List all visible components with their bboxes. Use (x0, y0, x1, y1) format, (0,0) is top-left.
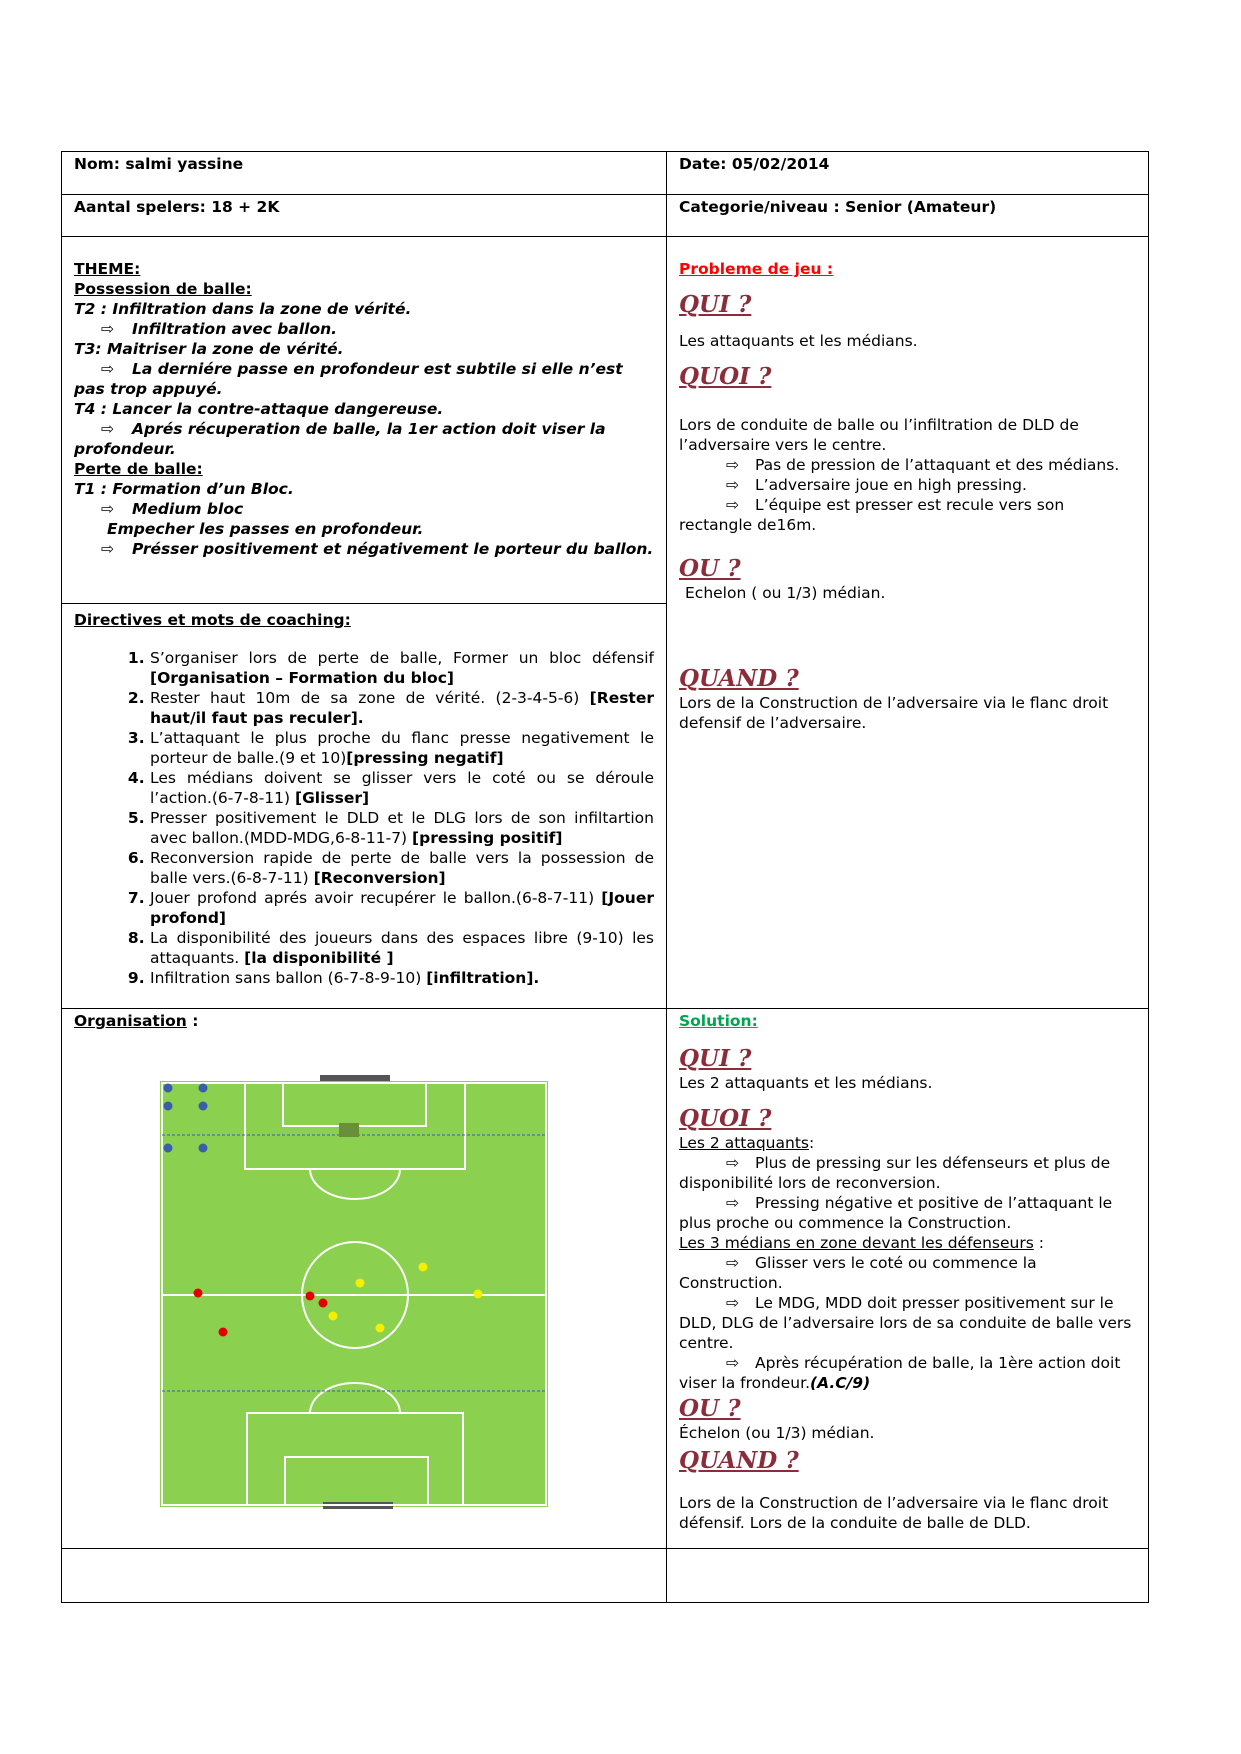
probleme-ou-text: Echelon ( ou 1/3) médian. (685, 584, 886, 602)
categorie-label: Categorie/niveau : (679, 198, 840, 216)
directive-text: S’organiser lors de perte de balle, Former un bloc défensif (150, 649, 654, 667)
directive-tag: [Glisser] (294, 789, 370, 807)
theme-t2-sub: Infiltration avec ballon. (132, 320, 338, 338)
top-goal (320, 1075, 390, 1081)
directive-item (150, 768, 654, 808)
arrow-icon: ⇨ (101, 500, 114, 518)
date-label: Date: (679, 155, 727, 173)
directive-text: Presser positivement le DLD et le DLG lors de son infiltartion avec ballon.(MDD-MDG,6-8-11-7) (150, 809, 654, 847)
directive-item (150, 968, 654, 988)
arrow-icon: ⇨ (726, 476, 739, 494)
directive-text: Infiltration sans ballon (6-7-8-9-10) (150, 969, 427, 987)
theme-title: THEME: (74, 260, 141, 278)
theme-t1-sub2: Empecher les passes en profondeur. (107, 520, 424, 538)
directive-text: La disponibilité des joueurs dans des espaces libre (9-10) les attaquants. (150, 929, 654, 967)
arrow-icon: ⇨ (726, 1354, 739, 1372)
theme-t3: T3: Maitriser la zone de vérité. (74, 340, 344, 358)
directive-item (150, 928, 654, 968)
probleme-cell (667, 237, 1149, 1009)
directives-cell (62, 604, 667, 1009)
football-pitch-diagram (160, 1075, 550, 1512)
solution-title: Solution: (679, 1012, 758, 1030)
solution-att-b1: Plus de pressing sur les défenseurs et plus de disponibilité lors de reconversion. (679, 1154, 1111, 1192)
organisation-label: Organisation (74, 1012, 187, 1030)
probleme-quoi-b3: L’équipe est presser est recule vers son rectangle de16m. (679, 496, 1065, 534)
directive-text: Les médians doivent se glisser vers le coté ou se déroule l’action.(6-7-8-11) (150, 769, 654, 807)
directive-item (150, 728, 654, 768)
theme-t1-sub1: Medium bloc (132, 500, 244, 518)
solution-att-colon: : (808, 1134, 815, 1152)
solution-quoi-heading: QUOI ? (679, 1105, 772, 1132)
directive-tag: [Reconversion] (313, 869, 446, 887)
nom-cell (62, 152, 667, 195)
probleme-quand-heading: QUAND ? (679, 665, 799, 692)
theme-t3-sub: La derniére passe en profondeur est subtile si elle n’est pas trop appuyé. (74, 360, 623, 398)
perte-title: Perte de balle: (74, 460, 203, 478)
solution-quand-heading: QUAND ? (679, 1447, 799, 1474)
arrow-icon: ⇨ (726, 1294, 739, 1312)
solution-ou-heading: OU ? (679, 1395, 741, 1422)
directive-item (150, 688, 654, 728)
empty-cell-right (667, 1549, 1149, 1603)
nom-label: Nom: (74, 155, 120, 173)
arrow-icon: ⇨ (101, 540, 114, 558)
solution-med-b1: Glisser vers le coté ou commence la Construction. (679, 1254, 1037, 1292)
spelers-label: Aantal spelers: (74, 198, 206, 216)
solution-med-b3-tag: (A.C/9) (810, 1374, 871, 1392)
directive-tag: [Rester haut/il faut pas reculer]. (150, 689, 654, 727)
theme-t1-sub3: Présser positivement et négativement le porteur du ballon. (132, 540, 654, 558)
probleme-quoi-text: Lors de conduite de balle ou l’infiltration de DLD de l’adversaire vers le centre. (679, 416, 1079, 454)
probleme-quoi-heading: QUOI ? (679, 363, 772, 390)
empty-cell-left (62, 1549, 667, 1603)
solution-qui-heading: QUI ? (679, 1045, 752, 1072)
probleme-quand-text: Lors de la Construction de l’adversaire via le flanc droit defensif de l’adversaire. (679, 694, 1109, 732)
categorie-cell (667, 195, 1149, 237)
arrow-icon: ⇨ (726, 496, 739, 514)
solution-quand-text: Lors de la Construction de l’adversaire via le flanc droit défensif. Lors de la conduite de balle de DLD. (679, 1494, 1109, 1532)
cone-marker (339, 1123, 359, 1137)
arrow-icon: ⇨ (726, 1194, 739, 1212)
session-sheet (61, 151, 1149, 1603)
arrow-icon: ⇨ (726, 456, 739, 474)
directive-text: Reconversion rapide de perte de balle vers la possession de balle vers.(6-8-7-11) (150, 849, 654, 887)
arrow-icon: ⇨ (101, 320, 114, 338)
categorie-value: Senior (Amateur) (845, 198, 997, 216)
probleme-quoi-b2: L’adversaire joue en high pressing. (755, 476, 1027, 494)
directive-item (150, 848, 654, 888)
directive-tag: [pressing positif] (412, 829, 563, 847)
probleme-ou-heading: OU ? (679, 555, 741, 582)
theme-t4-sub: Aprés récuperation de balle, la 1er action doit viser la profondeur. (74, 420, 606, 458)
directive-text: Jouer profond aprés avoir recupérer le ballon.(6-8-7-11) (150, 889, 602, 907)
arrow-icon: ⇨ (726, 1254, 739, 1272)
directive-tag: [Organisation – Formation du bloc] (150, 669, 454, 687)
arrow-icon: ⇨ (101, 360, 114, 378)
directive-item (150, 888, 654, 928)
probleme-title: Probleme de jeu : (679, 260, 834, 278)
directive-text: Rester haut 10m de sa zone de vérité. (2-3-4-5-6) (150, 689, 590, 707)
arrow-icon: ⇨ (726, 1154, 739, 1172)
probleme-quoi-b1: Pas de pression de l’attaquant et des médians. (755, 456, 1120, 474)
theme-cell (62, 237, 667, 604)
organisation-colon: : (186, 1012, 199, 1030)
directive-text: L’attaquant le plus proche du flanc presse negativement le porteur de balle.(9 et 10) (150, 729, 654, 767)
directive-item (150, 808, 654, 848)
possession-title: Possession de balle: (74, 280, 252, 298)
solution-med-colon: : (1033, 1234, 1044, 1252)
nom-value: salmi yassine (125, 155, 244, 173)
solution-med-label: Les 3 médians en zone devant les défenseurs (679, 1234, 1034, 1252)
solution-med-b2: Le MDG, MDD doit presser positivement sur le DLD, DLG de l’adversaire lors de sa conduite de balle vers centre. (679, 1294, 1132, 1352)
solution-med-b3: Après récupération de balle, la 1ère action doit viser la frondeur. (679, 1354, 1121, 1392)
theme-t4: T4 : Lancer la contre-attaque dangereuse. (74, 400, 444, 418)
solution-cell (667, 1009, 1149, 1549)
theme-t1: T1 : Formation d’un Bloc. (74, 480, 294, 498)
date-cell (667, 152, 1149, 195)
directive-tag: [Jouer profond] (150, 889, 654, 927)
solution-att-label: Les 2 attaquants (679, 1134, 809, 1152)
solution-qui-text: Les 2 attaquants et les médians. (679, 1074, 933, 1092)
solution-att-b2: Pressing négative et positive de l’attaquant le plus proche ou commence la Construction. (679, 1194, 1113, 1232)
probleme-qui-heading: QUI ? (679, 291, 752, 318)
directives-list (74, 648, 654, 988)
spelers-cell (62, 195, 667, 237)
theme-t2: T2 : Infiltration dans la zone de vérité. (74, 300, 412, 318)
organisation-cell (62, 1009, 667, 1549)
directives-title: Directives et mots de coaching: (74, 611, 351, 629)
spelers-value: 18 + 2K (211, 198, 280, 216)
directive-tag: [infiltration]. (426, 969, 540, 987)
arrow-icon: ⇨ (101, 420, 114, 438)
solution-ou-text: Échelon (ou 1/3) médian. (679, 1424, 875, 1442)
directive-tag: [la disponibilité ] (244, 949, 394, 967)
directive-tag: [pressing negatif] (346, 749, 504, 767)
probleme-qui-text: Les attaquants et les médians. (679, 332, 918, 350)
date-value: 05/02/2014 (731, 155, 830, 173)
directive-item (150, 648, 654, 688)
